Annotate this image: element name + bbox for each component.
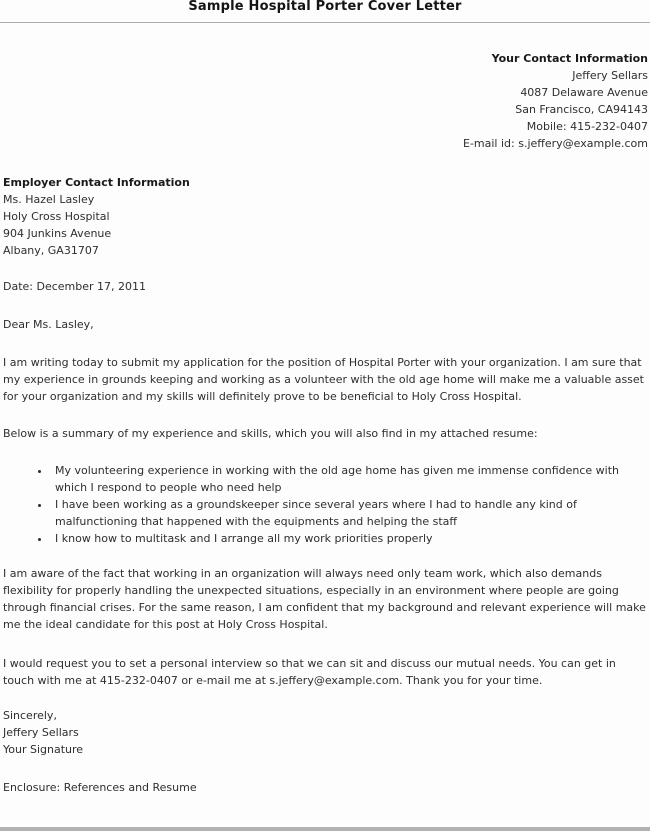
bullet-item: • I have been working as a groundskeeper since several years where I had to handle any kind of malfunctioning that happened with the equipments and helping the staff [51,496,648,530]
header-divider [0,22,650,23]
letter-body [0,50,650,796]
sender-contact-block [3,50,648,152]
paragraph-intro: I am writing today to submit my application for the position of Hospital Porter with your organization. I am sure that my experience in grounds keeping and working as a volunteer with the old age home will make me a valuable asset for your organization and my skills will definitely prove to be beneficial to Holy Cross Hospital. [3,356,644,403]
salutation: Dear Ms. Lasley, [3,318,94,331]
bullet-item: • My volunteering experience in working with the old age home has given me immense confidence with which I respond to people who need help [51,462,648,496]
paragraph-summary-intro: Below is a summary of my experience and skills, which you will also find in my attached resume: [3,427,538,440]
sender-email: E-mail id: s.jeffery@example.com [463,137,648,150]
page-title: Sample Hospital Porter Cover Letter [188,0,462,14]
employer-heading: Employer Contact Information [3,176,190,189]
signature-block [3,707,648,758]
bullet-item: • I know how to multitask and I arrange all my work priorities properly [51,530,648,547]
skills-bullet-list [3,462,648,547]
paragraph-closing: I would request you to set a personal interview so that we can sit and discuss our mutual needs. You can get in touch with me at 415-232-0407 or e-mail me at s.jeffery@example.com. Thank you for your time. [3,657,616,687]
paragraph-teamwork: I am aware of the fact that working in an organization will always need only team work, which also demands flexibility for properly handling the unexpected situations, especially in an environment where people are going through financial crises. For the same reason, I am confident that my background and relevant experience will make me the ideal candidate for this post at Holy Cross Hospital. [3,567,646,631]
signature-closing: Sincerely, [3,709,57,722]
employer-contact-block [3,174,648,259]
sender-street: 4087 Delaware Avenue [520,86,648,99]
sender-heading: Your Contact Information [491,52,648,65]
signature-name: Jeffery Sellars [3,726,79,739]
sender-city: San Francisco, CA94143 [515,103,648,116]
date-line: Date: December 17, 2011 [3,280,147,293]
employer-street: 904 Junkins Avenue [3,227,112,240]
signature-note: Your Signature [3,743,84,756]
employer-organization: Holy Cross Hospital [3,210,110,223]
bottom-scrollbar[interactable] [0,827,650,831]
enclosure-line: Enclosure: References and Resume [3,781,197,794]
employer-city: Albany, GA31707 [3,244,99,257]
sender-mobile: Mobile: 415-232-0407 [526,120,648,133]
employer-recipient: Ms. Hazel Lasley [3,193,95,206]
sender-name: Jeffery Sellars [572,69,648,82]
